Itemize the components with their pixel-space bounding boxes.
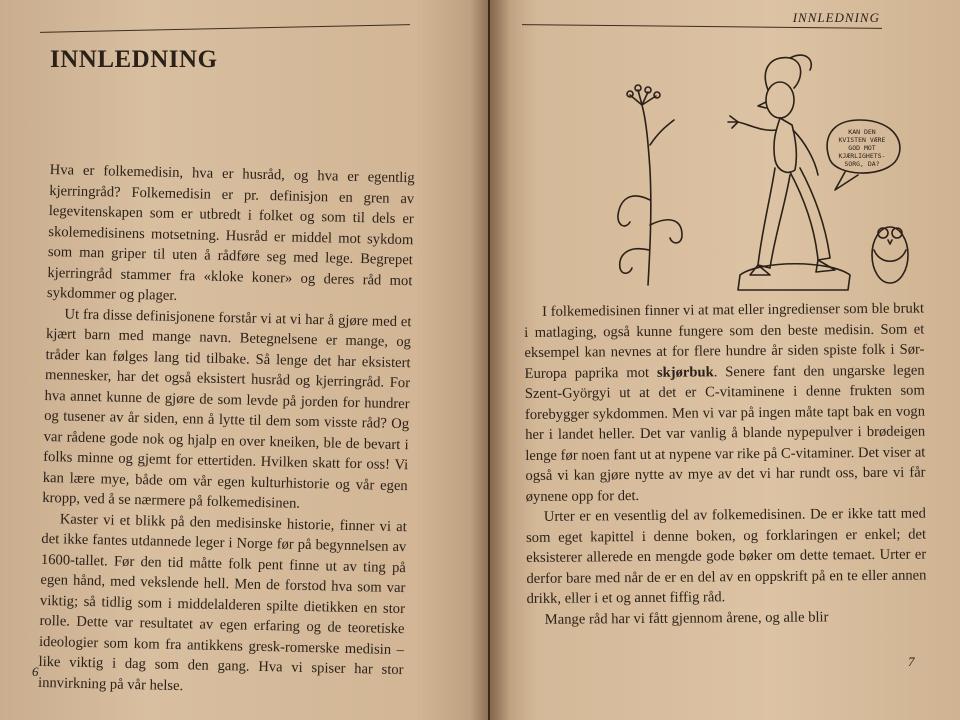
page-number: 7: [908, 654, 915, 669]
plant-leaf: [620, 249, 649, 274]
woman-leg: [790, 168, 830, 260]
speech-bubble-text: KJÆRLIGHETS-: [838, 152, 886, 160]
right-page: [490, 0, 960, 720]
running-head: INNLEDNING: [792, 10, 880, 25]
speech-bubble-text: SORG, DA?: [844, 160, 880, 168]
woman-head: [766, 82, 794, 118]
speech-bubble-text: KAN DEN: [848, 128, 876, 136]
page-number: 6: [32, 664, 39, 679]
paragraph: Ut fra disse definisjonene forstår vi at vi har å gjøre med et kjært barn med mange navn. Betegnelsene er mange, og tråder kan følges lang tid tilbake. Så lenge det har eksistert mennesker, har det også eksistert husråd og kjerringråd. For hva annet kunne de gjøre de som levde på jorden for hundrer og tusener av år siden, enn å lytte til dem som visste råd? Og var rådene gode nok og hjalp en over kneiken, ble de bevart i folks minne og gjemt for ettertiden. Hvilken skatt for oss! Vi kan lære mye, både om vår egen kulturhistorie og vår egen kropp, ved å se nærmere på folkemedisinen.: [42, 305, 412, 512]
woman-arm: [738, 122, 776, 130]
paragraph: [524, 299, 926, 507]
plant-leaf: [618, 196, 650, 226]
woman-hair: [765, 58, 800, 90]
right-body-text: [524, 299, 927, 630]
woman-torso: [774, 118, 796, 172]
speech-bubble-text: GOD MOT: [848, 144, 876, 152]
woman-and-owl-illustration: [590, 50, 930, 295]
woman-leg: [758, 168, 790, 268]
plant-stalk: [642, 105, 651, 285]
paragraph: Urter er en vesentlig del av folkemedisinen. De er ikke tatt med som eget kapittel i denne boken, og forklaringen er enkel; det eksisterer allerede en mengde gode bøker om dette temaet. Urter er derfor bare med når de er en del av en oppskrift på en te eller annen drikk, eller i et og annet fiffig råd.: [525, 505, 927, 607]
chapter-title: INNLEDNING: [50, 46, 218, 73]
left-body-text: [38, 160, 415, 701]
plant-branch: [650, 120, 674, 145]
rock: [738, 264, 850, 290]
plant-flower: [630, 90, 656, 105]
bold-term: skjørbuk: [656, 363, 714, 381]
paragraph-text: I folkemedisinen finner vi at mat eller ingredienser som ble brukt i matlaging, også kunne fungere som den beste medisin. Som et eksempel kan nevnes at for flere hundre år siden spiste folk i Sør-Europa paprika mot: [524, 300, 925, 382]
speech-bubble-text: KVISTEN VÆRE: [838, 136, 886, 144]
book-gutter: [470, 0, 510, 720]
paragraph: Hva er folkemedisin, hva er husråd, og hva er egentlig kjerringråd? Folkemedisin er pr. definisjon en gren av legevitenskapen som er utbredt i folket og som til dels er skolemedisinens motsetning. Husråd er middel mot sykdom som man griper til uten å rådføre seg med lege. Begrepet kjerringråd stammer fra «kloke koner» og deres råd mot sykdommer og plager.: [46, 161, 415, 304]
top-rule: [40, 24, 410, 33]
plant-leaf: [650, 220, 682, 243]
paragraph: Kaster vi et blikk på den medisinske historie, finner vi at det ikke fantes utdannede leger i Norge før på begynnelsen av 1600-tallet. Før den tid måtte folk pent finne ut av ting på egen hånd, med vekslende hell. Men de forstod hva som var viktig; så tidlig som i middelalderen spilte dietikken en stor rolle. Dette var resultatet av egen erfaring og de teoretiske ideologier som kom fra antikkens gresk-romerske medisin – like viktig i dag som den gang. Hva vi spiser har stor innvirkning på vår helse.: [37, 510, 407, 694]
paragraph: Mange råd har vi fått gjennom årene, og alle blir: [544, 608, 829, 628]
paragraph-text: . Senere fant den ungarske legen Szent-Györgyi ut at det er C-vitaminene i denne frukten som forebygger sykdommen. Men vi var på ingen måte tapt bak en vogn her i landet heller. Det var vanlig å blande nypepulver i brødeigen lenge før noen fant ut at nypene var rike på C-vitaminer. Det viser at også vi kan gjøre nytte av mye av det vi har rundt oss, bare vi får øynene opp for det.: [524, 362, 926, 505]
